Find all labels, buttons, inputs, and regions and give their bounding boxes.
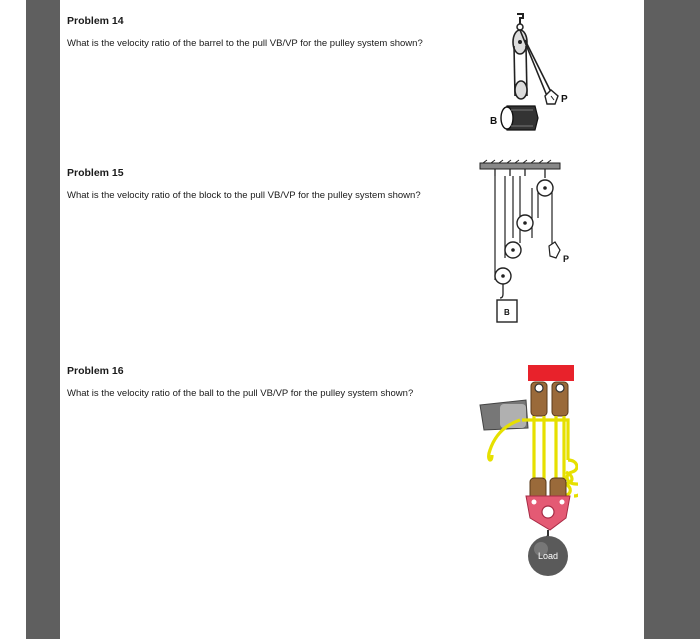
- label-b: B: [504, 308, 510, 317]
- problem-15: [67, 167, 427, 203]
- problem-title: Problem 16: [67, 365, 124, 377]
- problem-question: What is the velocity ratio of the barrel to the pull VB/VP for the pulley system shown?: [67, 38, 423, 49]
- left-margin-bar: [26, 0, 60, 639]
- label-p: P: [561, 94, 568, 105]
- label-load: Load: [537, 551, 559, 561]
- problem-question: What is the velocity ratio of the ball to the pull VB/VP for the pulley system shown?: [67, 388, 414, 399]
- pulley-figure-load: [418, 360, 578, 585]
- problem-title: Problem 15: [67, 167, 124, 179]
- pulley-figure-barrel: [425, 10, 575, 140]
- problem-question: What is the velocity ratio of the block to the pull VB/VP for the pulley system shown?: [67, 190, 421, 201]
- label-b: B: [490, 116, 498, 127]
- label-p: P: [563, 254, 570, 264]
- right-margin-bar: [644, 0, 700, 639]
- problem-14: [67, 15, 427, 51]
- problem-16: [67, 365, 427, 401]
- problem-title: Problem 14: [67, 15, 124, 27]
- pulley-figure-block: [425, 158, 575, 338]
